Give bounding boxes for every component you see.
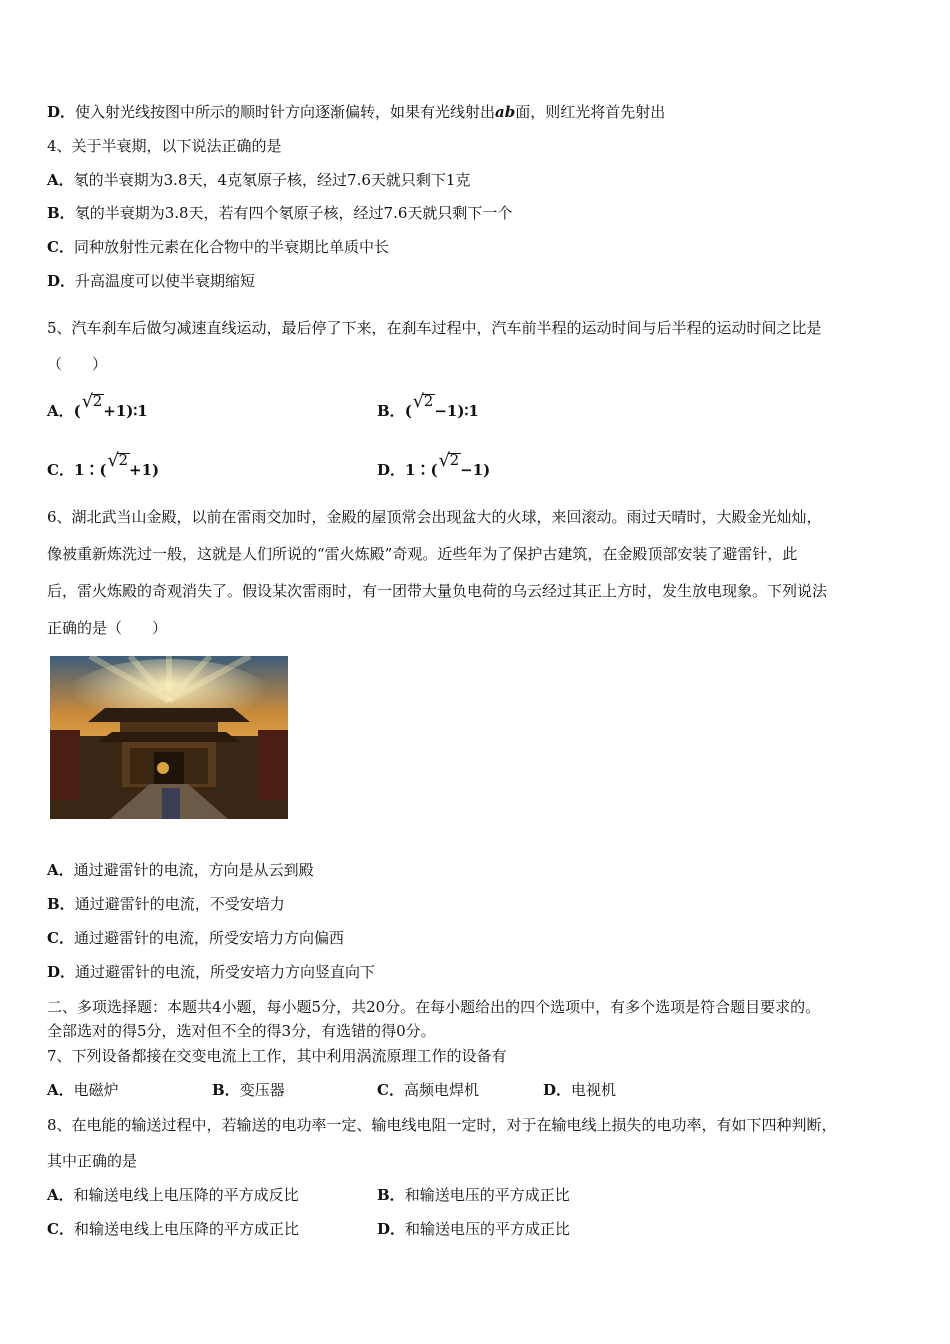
q5-option-b [377, 391, 479, 421]
option-text: 氡的半衰期为3.8天，4克氡原子核，经过7.6天就只剩下1克 [73, 171, 471, 189]
option-text: 使入射光线按图中所示的顺时针方向逐渐偏转，如果有光线射出 [75, 103, 496, 121]
option-text: 通过避雷针的电流，不受安培力 [74, 895, 285, 913]
option-text: 电磁炉 [73, 1081, 119, 1099]
option-label: A． [47, 171, 74, 189]
q6-stem-line-1: 6、湖北武当山金殿，以前在雷雨交加时，金殿的屋顶常会出现盆大的火球，来回滚动。雨过天晴时，大殿金光灿灿， [47, 508, 822, 526]
option-text: 通过避雷针的电流，所受安培力方向偏西 [73, 929, 344, 947]
option-label: A． [47, 1081, 74, 1099]
q8-stem-line-1: 8、在电能的输送过程中，若输送的电功率一定、输电线电阻一定时，对于在输电线上损失的电功率，有如下四种判断， [47, 1116, 837, 1134]
option-label: D． [47, 272, 76, 290]
option-text: 同种放射性元素在化合物中的半衰期比单质中长 [73, 238, 389, 256]
option-text: 和输送电压的平方成正比 [405, 1220, 571, 1238]
variable-ab: ab [495, 103, 516, 121]
option-text: 和输送电压的平方成正比 [404, 1186, 570, 1204]
option-label: C． [47, 1220, 74, 1238]
q5-option-d [377, 450, 491, 480]
q7-stem: 7、下列设备都接在交变电流上工作，其中利用涡流原理工作的设备有 [47, 1047, 507, 1065]
sqrt-2: √ 2 [412, 391, 434, 412]
option-label: A． [47, 1186, 74, 1204]
option-label: B． [377, 1186, 405, 1204]
section-2-instruction-line-1: 二、多项选择题：本题共4小题，每小题5分，共20分。在每小题给出的四个选项中，有多个选项是符合题目要求的。 [47, 998, 821, 1016]
option-text: 变压器 [239, 1081, 285, 1099]
radicand: 2 [423, 392, 434, 410]
option-label: B． [377, 402, 405, 420]
option-label: D． [47, 963, 76, 981]
option-label: D． [377, 461, 406, 479]
section-2-instruction-line-2: 全部选对的得5分，选对但不全的得3分，有选错的得0分。 [47, 1022, 436, 1040]
option-label: C． [47, 929, 74, 947]
q8-option-d [377, 1219, 570, 1239]
option-label: C． [377, 1081, 404, 1099]
option-post: −1) [460, 461, 491, 479]
sqrt-2: √ 2 [438, 450, 460, 471]
radicand: 2 [118, 451, 129, 469]
golden-hall-photo [50, 656, 288, 819]
q4-stem: 4、关于半衰期，以下说法正确的是 [47, 137, 282, 155]
q5-stem: 5、汽车刹车后做匀减速直线运动，最后停了下来，在刹车过程中，汽车前半程的运动时间与后半程的运动时间之比是 [47, 319, 822, 337]
q4-option-c [47, 237, 389, 257]
q4-option-a [47, 170, 470, 190]
q6-option-b [47, 894, 285, 914]
option-pre: ( [404, 402, 412, 420]
option-text: 升高温度可以使半衰期缩短 [75, 272, 256, 290]
sqrt-2: √ 2 [107, 450, 129, 471]
option-text: 通过避雷针的电流，所受安培力方向竖直向下 [75, 963, 376, 981]
q7-option-d [543, 1080, 616, 1100]
q7-option-b [212, 1080, 285, 1100]
q8-option-a [47, 1185, 299, 1205]
option-label: A． [47, 861, 74, 879]
option-label: C． [47, 238, 74, 256]
q4-option-d [47, 271, 255, 291]
option-label: D． [47, 103, 76, 121]
q7-option-c [377, 1080, 479, 1100]
q6-stem-line-4: 正确的是（ ） [47, 619, 168, 637]
option-text: 通过避雷针的电流，方向是从云到殿 [73, 861, 314, 879]
option-post: +1) [129, 461, 160, 479]
option-post: +1)∶1 [103, 402, 148, 420]
option-text: 和输送电线上电压降的平方成正比 [73, 1220, 299, 1238]
option-pre: 1∶( [405, 461, 438, 479]
option-text: 面，则红光将首先射出 [515, 103, 666, 121]
option-text: 电视机 [571, 1081, 617, 1099]
option-text: 和输送电线上电压降的平方成反比 [73, 1186, 299, 1204]
option-pre: 1∶( [73, 461, 107, 479]
option-label: D． [377, 1220, 406, 1238]
q8-option-c [47, 1219, 299, 1239]
q5-option-c [47, 450, 160, 480]
radicand: 2 [92, 392, 103, 410]
q4-option-b [47, 203, 512, 223]
option-text: 氡的半衰期为3.8天，若有四个氡原子核，经过7.6天就只剩下一个 [74, 204, 513, 222]
q6-stem-line-3: 后，雷火炼殿的奇观消失了。假设某次雷雨时，有一团带大量负电荷的乌云经过其正上方时，发生放电现象。下列说法 [47, 582, 828, 600]
q6-option-c [47, 928, 344, 948]
q5-paren: （ ） [47, 355, 108, 373]
option-label: B． [47, 895, 75, 913]
option-label: B． [47, 204, 75, 222]
q6-stem-line-2: 像被重新炼洗过一般，这就是人们所说的“雷火炼殿”奇观。近些年为了保护古建筑，在金殿顶部安装了避雷针，此 [47, 545, 798, 563]
option-post: −1)∶1 [434, 402, 479, 420]
radicand: 2 [449, 451, 460, 469]
q6-option-d [47, 962, 375, 982]
q7-option-a [47, 1080, 119, 1100]
option-pre: ( [73, 402, 81, 420]
option-label: D． [543, 1081, 572, 1099]
option-text: 高频电焊机 [403, 1081, 479, 1099]
q8-stem-line-2: 其中正确的是 [47, 1152, 138, 1170]
option-label: A． [47, 402, 74, 420]
q8-option-b [377, 1185, 570, 1205]
q6-option-a [47, 860, 314, 880]
q3-option-d [47, 102, 665, 122]
sqrt-2: √ 2 [81, 391, 103, 412]
q5-option-a [47, 391, 148, 421]
option-label: B． [212, 1081, 240, 1099]
option-label: C． [47, 461, 74, 479]
